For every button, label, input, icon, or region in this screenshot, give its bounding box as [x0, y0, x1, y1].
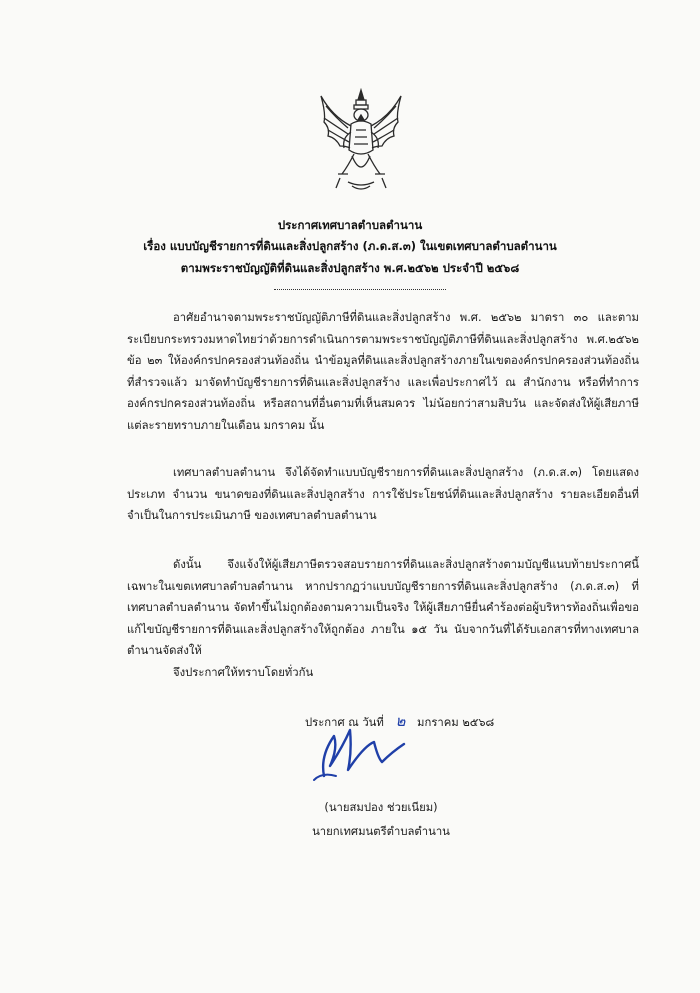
garuda-emblem-icon: [318, 88, 404, 196]
announcement-subject-continued: ตามพระราชบัญญัติที่ดินและสิ่งปลูกสร้าง พ.ศ.๒๕๖๒ ประจำปี ๒๕๖๘: [180, 261, 520, 275]
date-month-year: มกราคม ๒๕๖๘: [417, 716, 495, 729]
closing-statement: จึงประกาศให้ทราบโดยทั่วกัน: [173, 666, 314, 679]
date-day: ๒: [395, 712, 406, 730]
signer-name: (นายสมปอง ช่วยเนียม): [324, 801, 438, 814]
signer-title: นายกเทศมนตรีตำบลตำนาน: [312, 825, 450, 838]
body-paragraph-instructions: ดังนั้น จึงแจ้งให้ผู้เสียภาษีตรวจสอบรายการที่ดินและสิ่งปลูกสร้างตามบัญชีแนบท้ายประกาศนี้ เฉพาะในเขตเทศบาลตำบลตำนาน หากปรากฏว่าแบบบัญชีรายการที่ดินและสิ่งปลูกสร้าง (ภ.ด.ส.๓) ที่เทศบาลตำบลตำนาน จัดทำขึ้นไม่ถูกต้องตามความเป็นจริง ให้ผู้เสียภาษียื่นคำร้องต่อผู้บริหารท้องถิ่นเพื่อขอแก้ไขบัญชีรายการที่ดินและสิ่งปลูกสร้างให้ถูกต้อง ภายใน ๑๕ วัน นับจากวันที่ได้รับเอกสารที่ทางเทศบาลตำนานจัดส่งให้: [127, 558, 639, 658]
announcement-subject: เรื่อง แบบบัญชีรายการที่ดินและสิ่งปลูกสร้าง (ภ.ด.ส.๓) ในเขตเทศบาลตำบลตำนาน: [143, 239, 557, 253]
announcement-title: ประกาศเทศบาลตำบลตำนาน: [277, 218, 423, 232]
dotted-divider: [274, 289, 446, 290]
handwritten-signature: [312, 718, 422, 784]
date-prefix: ประกาศ ณ วันที่: [305, 716, 384, 729]
body-paragraph-preparation: เทศบาลตำบลตำนาน จึงได้จัดทำแบบบัญชีรายการที่ดินและสิ่งปลูกสร้าง (ภ.ด.ส.๓) โดยแสดงประเภท จำนวน ขนาดของที่ดินและสิ่งปลูกสร้าง การใช้ประโยชน์ที่ดินและสิ่งปลูกสร้าง รายละเอียดอื่นที่จำเป็นในการประเมินภาษี ของเทศบาลตำบลตำนาน: [127, 466, 639, 523]
body-paragraph-authority: อาศัยอำนาจตามพระราชบัญญัติภาษีที่ดินและสิ่งปลูกสร้าง พ.ศ. ๒๕๖๒ มาตรา ๓๐ และตามระเบียบกระทรวงมหาดไทยว่าด้วยการดำเนินการตามพระราชบัญญัติภาษีที่ดินและสิ่งปลูกสร้าง พ.ศ.๒๕๖๒ ข้อ ๒๓ ให้องค์กรปกครองส่วนท้องถิ่น นำข้อมูลที่ดินและสิ่งปลูกสร้างภายในเขตองค์กรปกครองส่วนท้องถิ่นที่สำรวจแล้ว มาจัดทำบัญชีรายการที่ดินและสิ่งปลูกสร้าง และเพื่อประกาศไว้ ณ สำนักงาน หรือที่ทำการองค์กรปกครองส่วนท้องถิ่น หรือสถานที่อื่นตามที่เห็นสมควร ไม่น้อยกว่าสามสิบวัน และจัดส่งให้ผู้เสียภาษีแต่ละรายทราบภายในเดือน มกราคม นั้น: [127, 311, 639, 432]
